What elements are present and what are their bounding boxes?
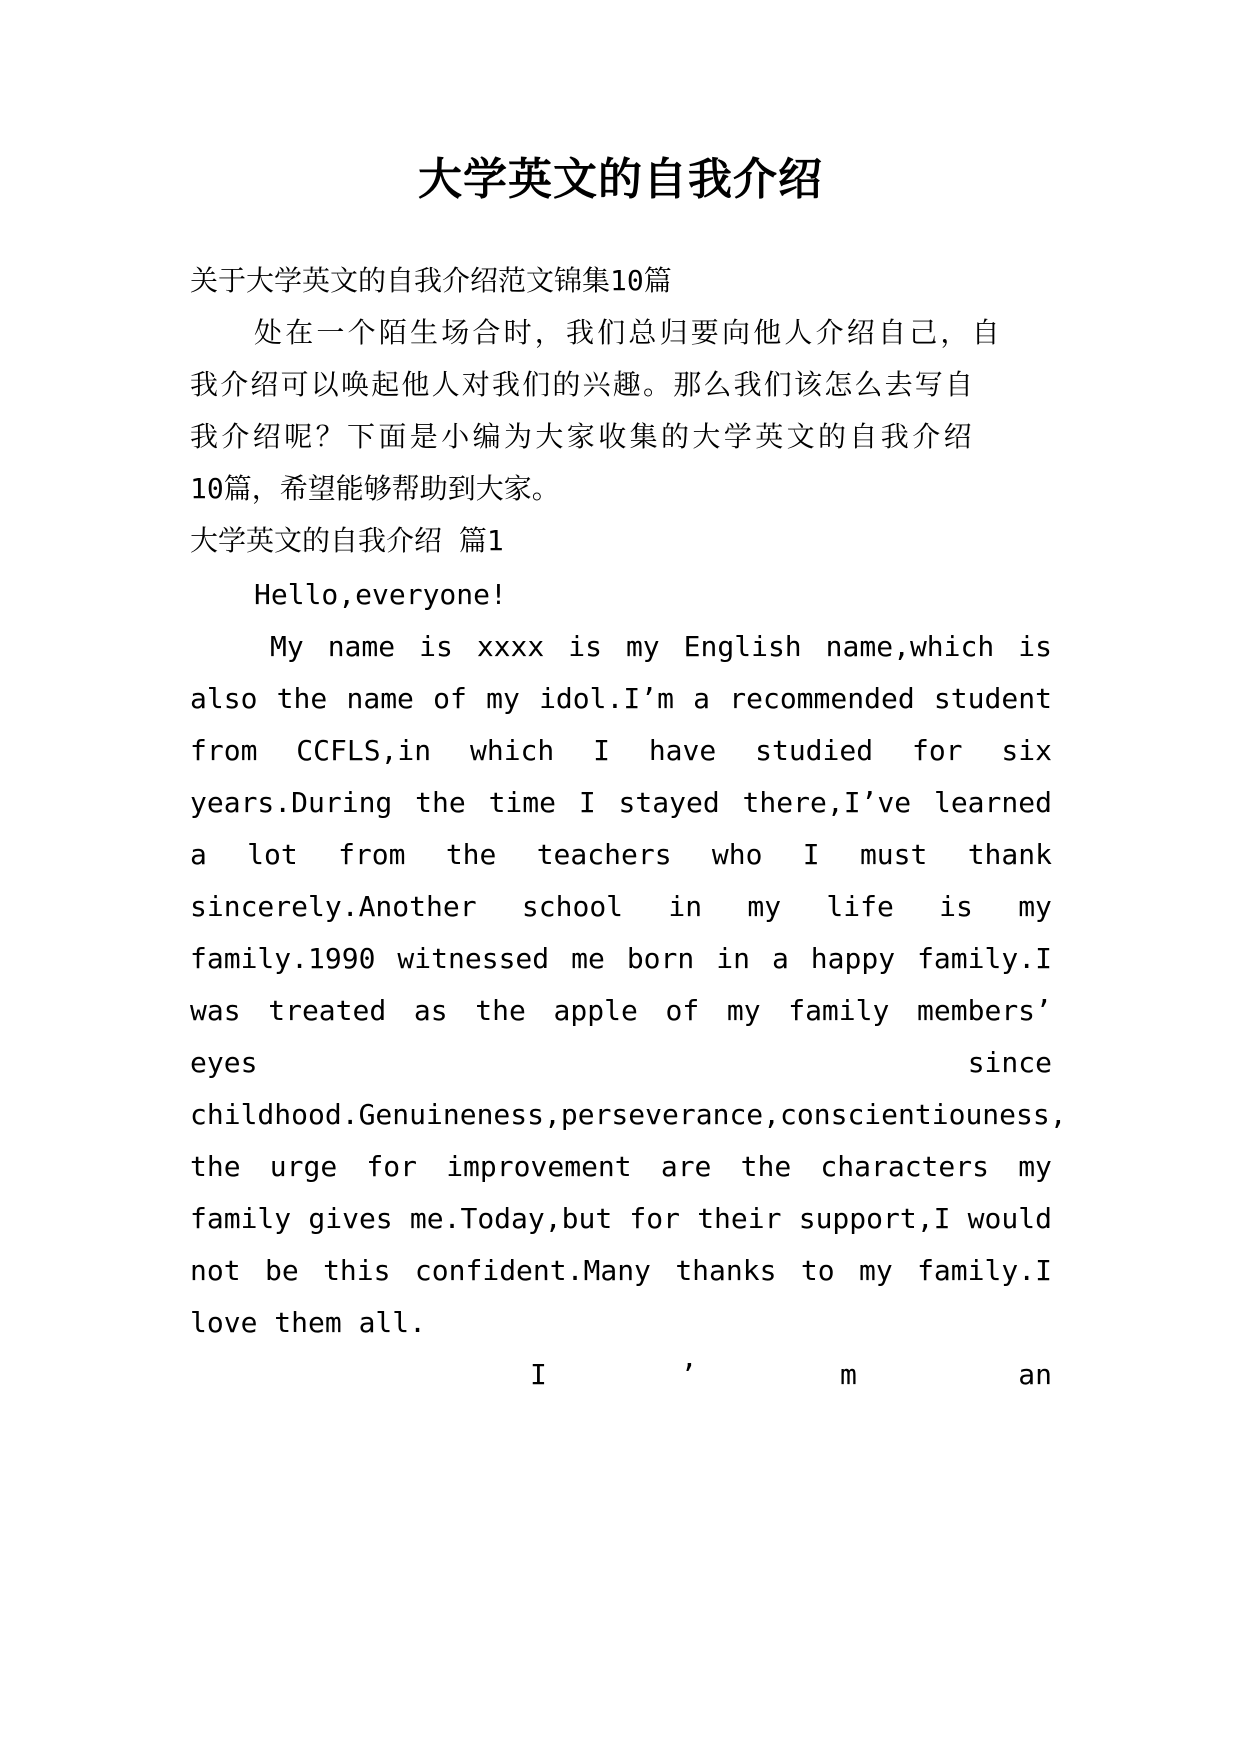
word: learned [933,786,1052,819]
word: my [1018,890,1052,923]
paragraph-line-12-words [190,1190,1052,1248]
word: six [1001,734,1052,767]
word: family.1990 [190,942,376,975]
paragraph-line-10-words [190,1086,1067,1144]
paragraph-line-2 [190,670,1052,728]
greeting: Hello,everyone! [254,578,507,611]
paragraph-line-6 [190,878,1052,936]
word: my [486,682,520,715]
word: idol.I’m [539,682,674,715]
word: English [683,630,802,663]
word: family.I [917,1254,1052,1287]
word: treated [268,994,387,1027]
word: support,I [798,1202,951,1235]
paragraph-line-9-words [190,1034,1052,1092]
word: apple [553,994,638,1027]
paragraph-line-4 [190,774,1052,832]
trailing-word-3: m [840,1358,857,1391]
paragraph-line-8 [190,982,1052,1040]
word: life [826,890,894,923]
trailing-line [190,1346,1052,1404]
word: for [366,1150,417,1183]
word: urge [269,1150,338,1183]
word: I [593,734,610,767]
word: me [571,942,605,975]
word: My [270,630,304,663]
word: to [800,1254,835,1287]
word: have [648,734,717,767]
word: I [802,838,820,871]
word: of [433,682,467,715]
document-title: 大学英文的自我介绍 [418,154,823,205]
trailing-word-4: an [1018,1358,1052,1391]
word: of [665,994,700,1027]
word: confident.Many [414,1254,651,1287]
word: would [967,1202,1052,1235]
word: is [1018,630,1052,663]
word: not [190,1254,241,1287]
word: school [521,890,624,923]
word: years.During [190,786,393,819]
word: since [967,1046,1052,1079]
word: as [413,994,448,1027]
word: the [475,994,526,1027]
word: xxxx [476,630,545,663]
paragraph-line-11 [190,1138,1052,1196]
word: a [693,682,711,715]
word: my [625,630,660,663]
intro-line-2: 我介绍可以唤起他人对我们的兴趣。那么我们该怎么去写自 [190,368,976,401]
word: student [933,682,1052,715]
paragraph-line-5 [190,826,1052,884]
word: family.I [917,942,1052,975]
word: are [660,1150,712,1183]
intro-line-1 [190,304,1052,362]
word: from [338,838,406,871]
word: is [419,630,453,663]
paragraph-line-7 [190,930,1052,988]
paragraph-line-7-words [190,930,1052,988]
word: there,I’ve [742,786,912,819]
word: is [939,890,973,923]
word: the [190,1150,241,1183]
word: who [711,838,763,871]
intro-line-3: 我介绍呢？下面是小编为大家收集的大学英文的自我介绍 [190,420,976,453]
word: name,which [825,630,995,663]
word: thanks [675,1254,777,1287]
word: for [629,1202,680,1235]
word: my [747,890,782,923]
intro-line-4: 10篇，希望能够帮助到大家。 [190,472,560,505]
word: for [911,734,963,767]
paragraph-line-3 [190,722,1052,780]
word: witnessed [397,942,550,975]
intro-line-1-text: 处在一个陌生场合时，我们总归要向他人介绍自己，自 [254,316,1003,349]
word: teachers [536,838,672,871]
word: name [327,630,396,663]
word: be [264,1254,299,1287]
word: a [771,942,789,975]
word: from [190,734,258,767]
paragraph-line-10 [190,1086,1067,1144]
word: was [190,994,241,1027]
word: this [323,1254,391,1287]
paragraph-line-5-words [190,826,1052,884]
paragraph-line-12 [190,1190,1052,1248]
document-subtitle: 关于大学英文的自我介绍范文锦集10篇 [190,264,672,297]
paragraph-line-4-words [190,774,1052,832]
word: my [726,994,761,1027]
word: lot [247,838,298,871]
word: the [276,682,328,715]
paragraph-line-13-words [190,1242,1052,1300]
paragraph-line-1 [190,618,1052,676]
word: me.Today,but [409,1202,613,1235]
word: family [190,1202,292,1235]
word: time [488,786,556,819]
word: recommended [729,682,915,715]
section-heading: 大学英文的自我介绍 篇1 [190,524,504,557]
word: eyes [190,1046,258,1079]
word: which [469,734,555,767]
word: happy [810,942,896,975]
word: I [578,786,596,819]
word: stayed [618,786,720,819]
word: also [190,682,258,715]
word: is [568,630,602,663]
word: my [1018,1150,1052,1183]
word: thank [967,838,1052,871]
word: studied [755,734,874,767]
paragraph-line-9 [190,1034,1052,1092]
word: a [190,838,207,871]
paragraph-line-13 [190,1242,1052,1300]
word: my [858,1254,893,1287]
paragraph-line-3-words [190,722,1052,780]
word: characters [820,1150,989,1183]
word: gives [308,1202,393,1235]
word: improvement [446,1150,632,1183]
paragraph-line-2-words [190,670,1052,728]
word: born [626,942,695,975]
word: sincerely.Another [190,890,477,923]
word: in [668,890,703,923]
word: the [445,838,497,871]
paragraph-line-1-words [270,618,1052,676]
paragraph-line-14: love them all. [190,1306,427,1339]
word: members’ [917,994,1052,1027]
trailing-word-1: I [530,1358,547,1391]
word: must [859,838,928,871]
word: childhood.Genuineness,perseverance,conscientiouness, [190,1098,1067,1131]
word: the [740,1150,792,1183]
paragraph-line-11-words [190,1138,1052,1196]
word: in [716,942,750,975]
word: their [697,1202,782,1235]
word: the [415,786,466,819]
word: CCFLS,in [296,734,432,767]
word: name [346,682,414,715]
paragraph-line-8-words [190,982,1052,1040]
word: family [788,994,890,1027]
paragraph-line-6-words [190,878,1052,936]
trailing-word-2: ’ [680,1358,697,1391]
